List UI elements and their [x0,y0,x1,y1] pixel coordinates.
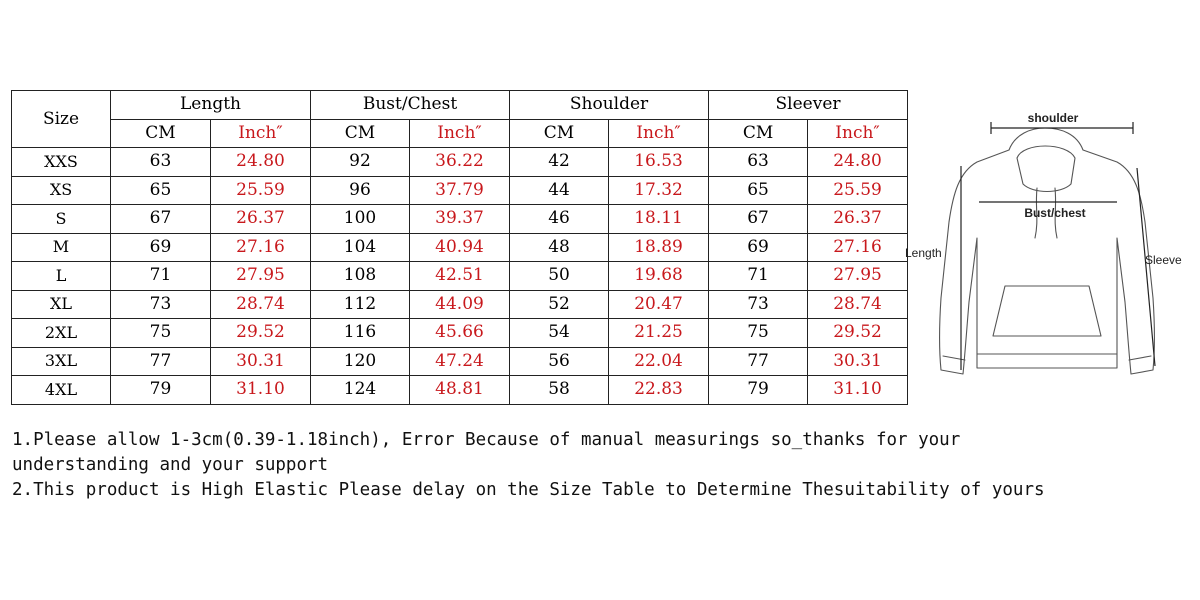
cell-size: L [12,262,111,291]
table-row [12,319,908,348]
cell-bust-in: 40.94 [410,233,510,262]
cell-bust-cm: 112 [311,290,410,319]
cell-length-cm: 71 [111,262,211,291]
cell-shoulder-in: 18.89 [609,233,709,262]
header-row [12,91,908,120]
cell-shoulder-cm: 58 [510,376,609,405]
cell-shoulder-cm: 44 [510,176,609,205]
cell-bust-cm: 96 [311,176,410,205]
cell-length-cm: 77 [111,347,211,376]
cell-bust-in: 37.79 [410,176,510,205]
unit-cm: CM [709,119,808,148]
table-row [12,205,908,234]
cell-length-cm: 75 [111,319,211,348]
cell-shoulder-in: 17.32 [609,176,709,205]
cell-shoulder-cm: 48 [510,233,609,262]
unit-row [12,119,908,148]
unit-inch: Inch″ [410,119,510,148]
cell-length-in: 25.59 [211,176,311,205]
note-line-1: 1.Please allow 1-3cm(0.39-1.18inch), Error Because of manual measurings so_thanks for your [12,430,961,450]
note-line-2: understanding and your support [12,455,329,475]
cuff-left [943,356,965,360]
cell-size: XXS [12,148,111,177]
cell-shoulder-cm: 46 [510,205,609,234]
cell-shoulder-in: 21.25 [609,319,709,348]
cell-sleeve-in: 31.10 [808,376,908,405]
cell-bust-in: 48.81 [410,376,510,405]
cell-sleeve-cm: 63 [709,148,808,177]
sleeve-label: Sleeve [1145,253,1182,267]
table-row [12,347,908,376]
cell-length-in: 31.10 [211,376,311,405]
cell-bust-in: 39.37 [410,205,510,234]
bust-label: Bust/chest [1024,206,1086,220]
table-row [12,176,908,205]
length-label: Length [905,246,942,260]
cell-size: 3XL [12,347,111,376]
table-row [12,262,908,291]
cell-bust-cm: 120 [311,347,410,376]
unit-cm: CM [111,119,211,148]
cell-sleeve-cm: 65 [709,176,808,205]
cell-bust-in: 36.22 [410,148,510,177]
cell-sleeve-cm: 79 [709,376,808,405]
unit-inch: Inch″ [808,119,908,148]
table-row [12,290,908,319]
cell-sleeve-cm: 75 [709,319,808,348]
shoulder-label: shoulder [1027,111,1079,125]
cell-sleeve-in: 24.80 [808,148,908,177]
cell-bust-cm: 116 [311,319,410,348]
cell-shoulder-in: 16.53 [609,148,709,177]
cell-shoulder-cm: 42 [510,148,609,177]
cell-length-in: 27.16 [211,233,311,262]
cell-shoulder-cm: 50 [510,262,609,291]
cell-sleeve-in: 28.74 [808,290,908,319]
hoodie-outline [940,128,1155,374]
cell-length-cm: 67 [111,205,211,234]
cell-sleeve-in: 30.31 [808,347,908,376]
cell-size: S [12,205,111,234]
cell-length-in: 28.74 [211,290,311,319]
cell-shoulder-in: 18.11 [609,205,709,234]
note-line-3: 2.This product is High Elastic Please delay on the Size Table to Determine Thesuitability of yours [12,480,1045,500]
cell-sleeve-in: 27.16 [808,233,908,262]
cell-length-in: 24.80 [211,148,311,177]
cell-size: XS [12,176,111,205]
cell-shoulder-in: 20.47 [609,290,709,319]
cell-bust-in: 42.51 [410,262,510,291]
size-header: Size [12,91,111,148]
cell-sleeve-cm: 71 [709,262,808,291]
cell-bust-cm: 104 [311,233,410,262]
unit-cm: CM [510,119,609,148]
cell-sleeve-in: 27.95 [808,262,908,291]
cell-length-cm: 63 [111,148,211,177]
notes [12,428,1192,503]
cell-shoulder-cm: 56 [510,347,609,376]
unit-inch: Inch″ [609,119,709,148]
cell-size: 4XL [12,376,111,405]
cell-length-cm: 69 [111,233,211,262]
unit-inch: Inch″ [211,119,311,148]
sleeve-header: Sleever [709,91,908,120]
cell-sleeve-cm: 69 [709,233,808,262]
cell-size: XL [12,290,111,319]
cuff-right [1129,356,1151,360]
length-header: Length [111,91,311,120]
cell-sleeve-in: 29.52 [808,319,908,348]
table-row [12,376,908,405]
unit-cm: CM [311,119,410,148]
cell-bust-cm: 92 [311,148,410,177]
cell-length-cm: 73 [111,290,211,319]
cell-size: M [12,233,111,262]
cell-bust-in: 47.24 [410,347,510,376]
cell-sleeve-cm: 73 [709,290,808,319]
cell-length-in: 27.95 [211,262,311,291]
cell-shoulder-in: 19.68 [609,262,709,291]
cell-shoulder-in: 22.04 [609,347,709,376]
cell-shoulder-cm: 54 [510,319,609,348]
cell-sleeve-cm: 77 [709,347,808,376]
cell-bust-in: 45.66 [410,319,510,348]
cell-shoulder-cm: 52 [510,290,609,319]
cell-length-in: 26.37 [211,205,311,234]
shoulder-header: Shoulder [510,91,709,120]
cell-length-cm: 65 [111,176,211,205]
size-table [11,90,908,405]
cell-size: 2XL [12,319,111,348]
cell-bust-in: 44.09 [410,290,510,319]
hood-inner [1017,146,1075,192]
kangaroo-pocket [993,286,1101,336]
cell-length-in: 29.52 [211,319,311,348]
cell-length-in: 30.31 [211,347,311,376]
cell-sleeve-cm: 67 [709,205,808,234]
table-row [12,148,908,177]
cell-bust-cm: 108 [311,262,410,291]
table-row [12,233,908,262]
cell-bust-cm: 124 [311,376,410,405]
cell-bust-cm: 100 [311,205,410,234]
cell-length-cm: 79 [111,376,211,405]
cell-sleeve-in: 26.37 [808,205,908,234]
bust-header: Bust/Chest [311,91,510,120]
cell-sleeve-in: 25.59 [808,176,908,205]
cell-shoulder-in: 22.83 [609,376,709,405]
hoodie-diagram [905,98,1195,398]
